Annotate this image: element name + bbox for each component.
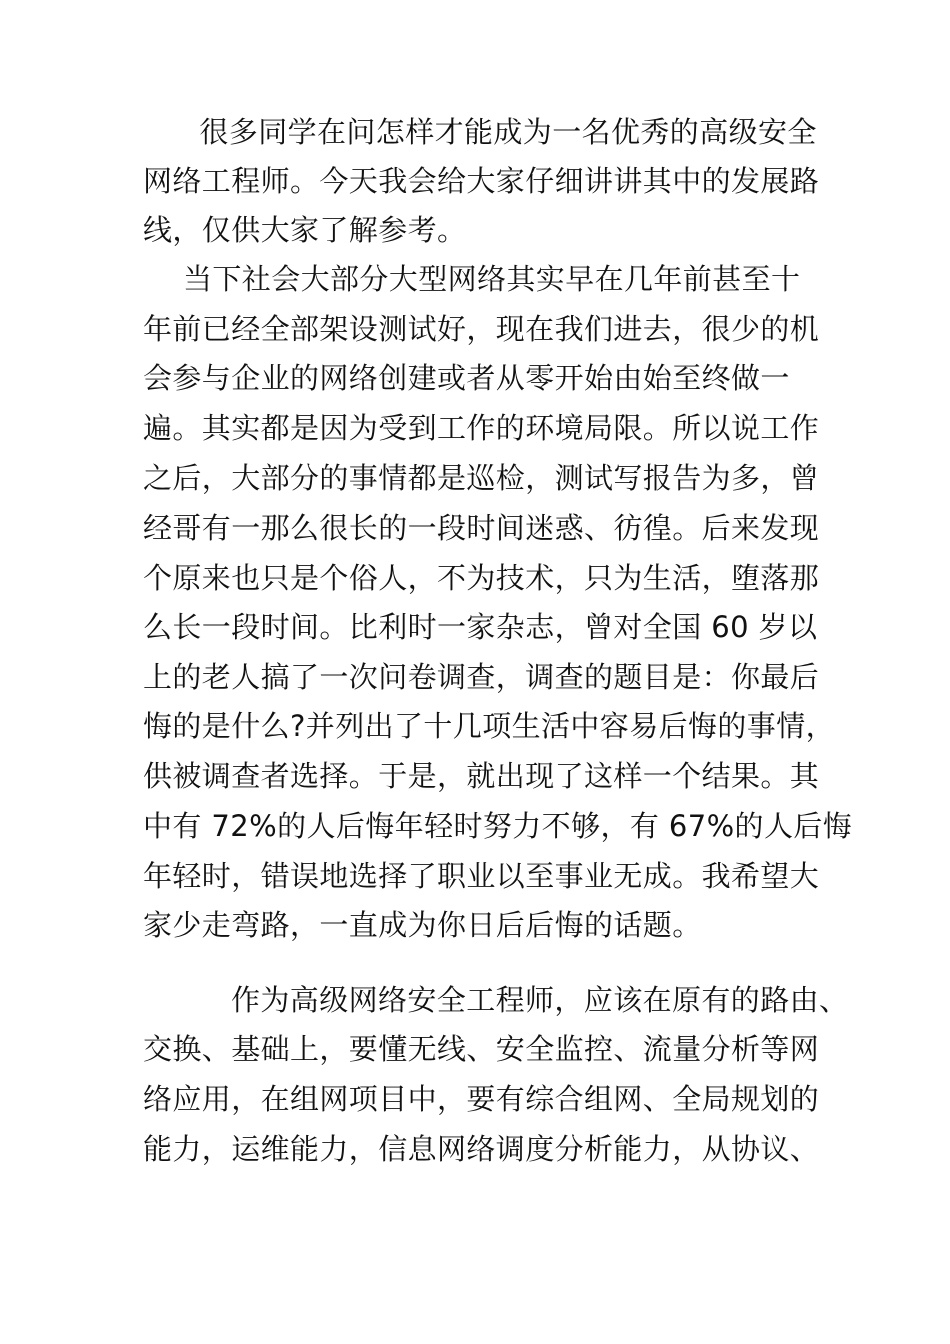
paragraph-2-line-14: 家少走弯路，一直成为你日后后悔的话题。 bbox=[143, 908, 702, 942]
paragraph-2-line-2: 年前已经全部架设测试好，现在我们进去，很少的机 bbox=[143, 312, 820, 346]
paragraph-3-line-3: 络应用，在组网项目中，要有综合组网、全局规划的 bbox=[143, 1082, 820, 1116]
paragraph-3-line-4: 能力，运维能力，信息网络调度分析能力，从协议、 bbox=[143, 1132, 820, 1166]
paragraph-3-line-1: 作为高级网络安全工程师，应该在原有的路由、 bbox=[231, 983, 849, 1017]
paragraph-2-line-7: 个原来也只是个俗人，不为技术，只为生活，堕落那 bbox=[143, 561, 820, 595]
paragraph-2-line-11: 供被调查者选择。于是，就出现了这样一个结果。其 bbox=[143, 759, 820, 793]
paragraph-1-line-1: 很多同学在问怎样才能成为一名优秀的高级安全 bbox=[170, 115, 817, 149]
paragraph-2-line-10: 悔的是什么?并列出了十几项生活中容易后悔的事情， bbox=[143, 709, 835, 743]
paragraph-3-line-2: 交换、基础上，要懂无线、安全监控、流量分析等网 bbox=[143, 1032, 820, 1066]
paragraph-1-line-3: 线，仅供大家了解参考。 bbox=[143, 213, 467, 247]
paragraph-1-line-2: 网络工程师。今天我会给大家仔细讲讲其中的发展路 bbox=[143, 164, 820, 198]
paragraph-2-line-5: 之后，大部分的事情都是巡检，测试写报告为多，曾 bbox=[143, 461, 820, 495]
paragraph-2-line-4: 遍。其实都是因为受到工作的环境局限。所以说工作 bbox=[143, 411, 820, 445]
paragraph-2-line-8: 么长一段时间。比利时一家杂志，曾对全国 60 岁以 bbox=[143, 610, 818, 644]
paragraph-2-line-1: 当下社会大部分大型网络其实早在几年前甚至十 bbox=[183, 262, 801, 296]
paragraph-2-line-13: 年轻时，错误地选择了职业以至事业无成。我希望大 bbox=[143, 859, 820, 893]
paragraph-2-line-3: 会参与企业的网络创建或者从零开始由始至终做一 bbox=[143, 361, 790, 395]
paragraph-2-line-12: 中有 72%的人后悔年轻时努力不够，有 67%的人后悔 bbox=[143, 809, 853, 843]
paragraph-2-line-6: 经哥有一那么很长的一段时间迷惑、彷徨。后来发现 bbox=[143, 511, 820, 545]
paragraph-2-line-9: 上的老人搞了一次问卷调查，调查的题目是：你最后 bbox=[143, 660, 820, 694]
